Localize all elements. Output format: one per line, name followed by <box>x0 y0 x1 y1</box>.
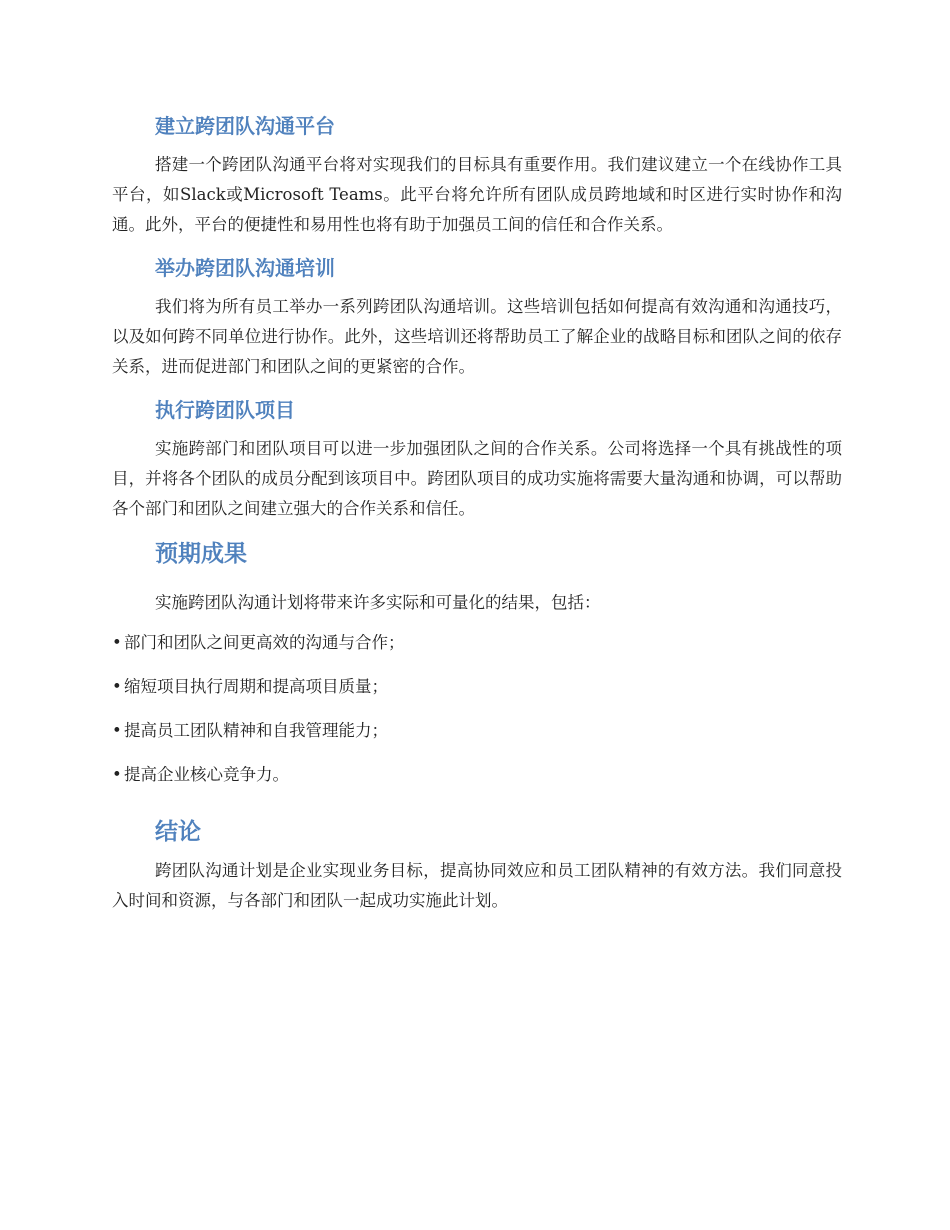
section-heading-training: 举办跨团队沟通培训 <box>155 256 335 280</box>
section-paragraph-platform: 搭建一个跨团队沟通平台将对实现我们的目标具有重要作用。我们建议建立一个在线协作工具平台，如Slack或Microsoft Teams。此平台将允许所有团队成员跨地域和时区进行实时协作和沟通。此外，平台的便捷性和易用性也将有助于加强员工间的信任和合作关系。 <box>112 155 842 234</box>
bullet-dot-icon: • <box>112 765 122 784</box>
outcome-bullet-text: 提高员工团队精神和自我管理能力； <box>124 721 388 740</box>
bullet-dot-icon: • <box>112 633 122 652</box>
outcome-bullet-item <box>112 760 842 804</box>
outcome-bullet-text: 提高企业核心竞争力。 <box>124 765 289 784</box>
outcomes-intro: 实施跨团队沟通计划将带来许多实际和可量化的结果，包括： <box>155 593 601 612</box>
section-paragraph-training: 我们将为所有员工举办一系列跨团队沟通培训。这些培训包括如何提高有效沟通和沟通技巧，以及如何跨不同单位进行协作。此外，这些培训还将帮助员工了解企业的战略目标和团队之间的依存关系，进而促进部门和团队之间的更紧密的合作。 <box>112 297 842 376</box>
section-heading-projects: 执行跨团队项目 <box>155 398 295 422</box>
conclusion-paragraph: 跨团队沟通计划是企业实现业务目标，提高协同效应和员工团队精神的有效方法。我们同意投入时间和资源，与各部门和团队一起成功实施此计划。 <box>112 861 842 910</box>
outcome-bullet-text: 部门和团队之间更高效的沟通与合作； <box>124 633 405 652</box>
bullet-dot-icon: • <box>112 677 122 696</box>
outcome-bullet-text: 缩短项目执行周期和提高项目质量； <box>124 677 388 696</box>
outcomes-heading: 预期成果 <box>155 541 247 567</box>
section-paragraph-projects: 实施跨部门和团队项目可以进一步加强团队之间的合作关系。公司将选择一个具有挑战性的项目，并将各个团队的成员分配到该项目中。跨团队项目的成功实施将需要大量沟通和协调，可以帮助各个部门和团队之间建立强大的合作关系和信任。 <box>112 439 842 518</box>
outcome-bullet-item <box>112 672 842 716</box>
bullet-dot-icon: • <box>112 721 122 740</box>
document-page <box>112 104 842 922</box>
outcome-bullet-item <box>112 716 842 760</box>
conclusion-heading: 结论 <box>155 819 201 845</box>
outcome-bullet-item <box>112 628 842 672</box>
section-heading-platform: 建立跨团队沟通平台 <box>155 114 335 138</box>
